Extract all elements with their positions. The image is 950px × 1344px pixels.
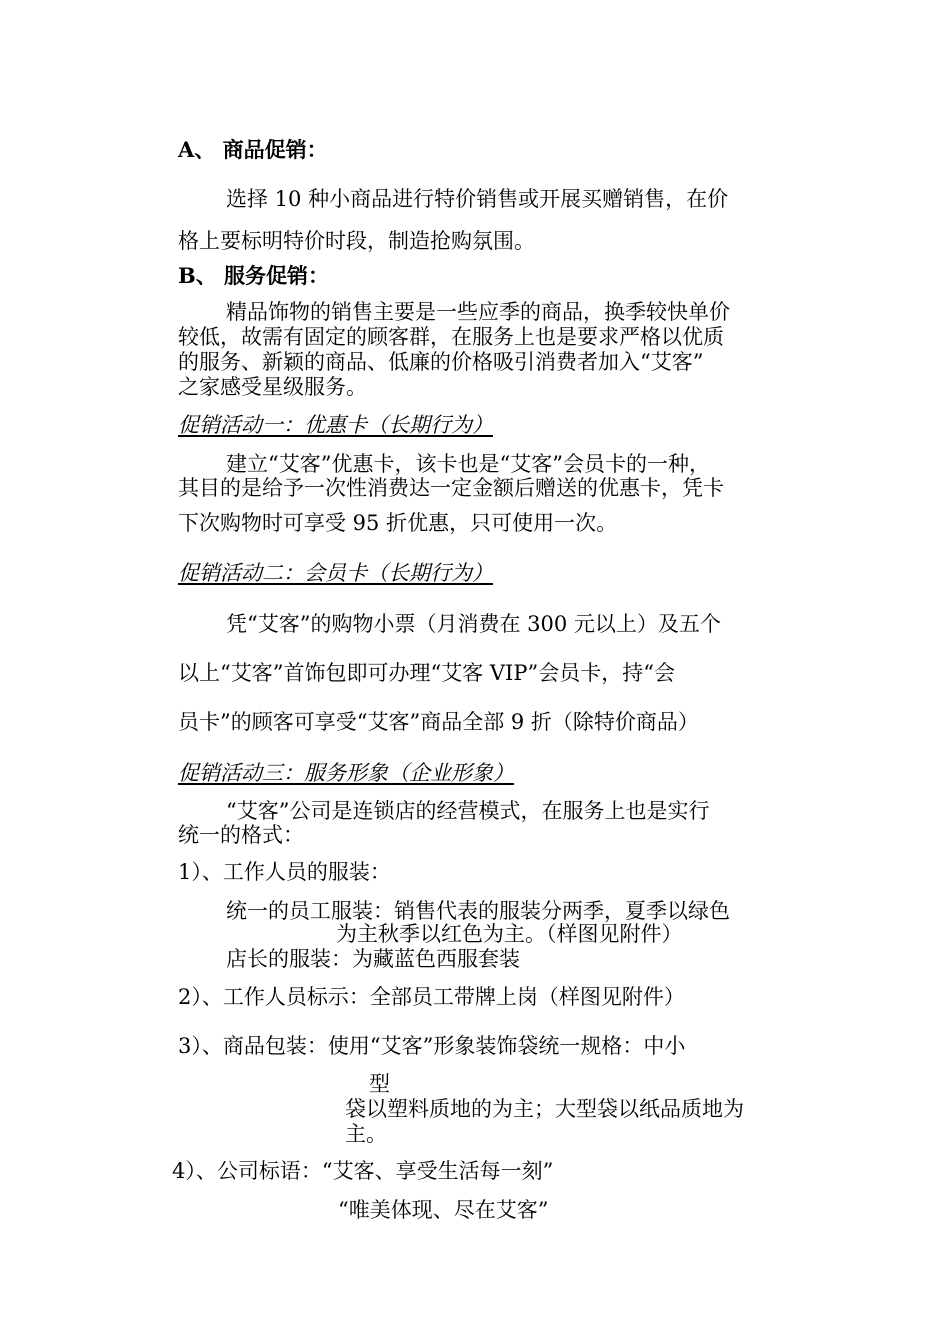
activity-three-heading: 促销活动三：服务形象（企业形象） bbox=[178, 761, 514, 785]
section-a-title: A、 商品促销： bbox=[178, 137, 328, 162]
item-3-line-1: 3）、商品包装：使用“艾客”形象装饰袋统一规格：中小 bbox=[178, 1034, 686, 1058]
item-2: 2）、工作人员标示：全部员工带牌上岗（样图见附件） bbox=[178, 985, 685, 1009]
item-4-line-2: “唯美体现、尽在艾客” bbox=[338, 1198, 549, 1222]
section-b-line-3: 的服务、新颖的商品、低廉的价格吸引消费者加入“艾客” bbox=[178, 350, 704, 374]
item-1-line-1: 统一的员工服装：销售代表的服装分两季，夏季以绿色 bbox=[226, 899, 730, 923]
activity-two-line-2: 以上“艾客”首饰包即可办理“艾客 VIP”会员卡，持“会 bbox=[178, 661, 675, 685]
activity-two-line-1: 凭“艾客”的购物小票（月消费在 300 元以上）及五个 bbox=[226, 612, 721, 636]
item-3-line-2: 型 bbox=[369, 1072, 390, 1096]
item-1-line-3: 店长的服装：为藏蓝色西服套装 bbox=[226, 947, 520, 971]
activity-three-line-2: 统一的格式： bbox=[178, 823, 304, 847]
item-1-line-2: 为主秋季以红色为主。（样图见附件） bbox=[336, 922, 683, 946]
item-3-line-3: 袋以塑料质地的为主；大型袋以纸品质地为 bbox=[345, 1097, 744, 1121]
activity-one-line-2: 其目的是给予一次性消费达一定金额后赠送的优惠卡，凭卡 bbox=[178, 476, 724, 500]
activity-two-heading: 促销活动二：会员卡（长期行为） bbox=[178, 561, 493, 585]
item-3-line-4: 主。 bbox=[345, 1122, 387, 1146]
section-b-line-1: 精品饰物的销售主要是一些应季的商品，换季较快单价 bbox=[226, 300, 730, 324]
section-a-line-2: 格上要标明特价时段，制造抢购氛围。 bbox=[178, 229, 535, 253]
activity-two-line-3: 员卡”的顾客可享受“艾客”商品全部 9 折（除特价商品） bbox=[178, 710, 699, 734]
section-b-line-4: 之家感受星级服务。 bbox=[178, 375, 367, 399]
activity-three-line-1: “艾客”公司是连锁店的经营模式，在服务上也是实行 bbox=[226, 799, 710, 823]
section-b-title: B、 服务促销： bbox=[178, 263, 330, 288]
item-4-line-1: 4）、公司标语：“艾客、享受生活每一刻” bbox=[172, 1159, 554, 1183]
activity-one-line-3: 下次购物时可享受 95 折优惠，只可使用一次。 bbox=[178, 511, 618, 535]
activity-one-line-1: 建立“艾客”优惠卡，该卡也是“艾客”会员卡的一种， bbox=[226, 452, 710, 476]
activity-one-heading: 促销活动一：优惠卡（长期行为） bbox=[178, 413, 493, 437]
section-b-line-2: 较低，故需有固定的顾客群，在服务上也是要求严格以优质 bbox=[178, 325, 724, 349]
item-1-title: 1）、工作人员的服装： bbox=[178, 860, 391, 884]
section-a-line-1: 选择 10 种小商品进行特价销售或开展买赠销售，在价 bbox=[226, 187, 729, 211]
